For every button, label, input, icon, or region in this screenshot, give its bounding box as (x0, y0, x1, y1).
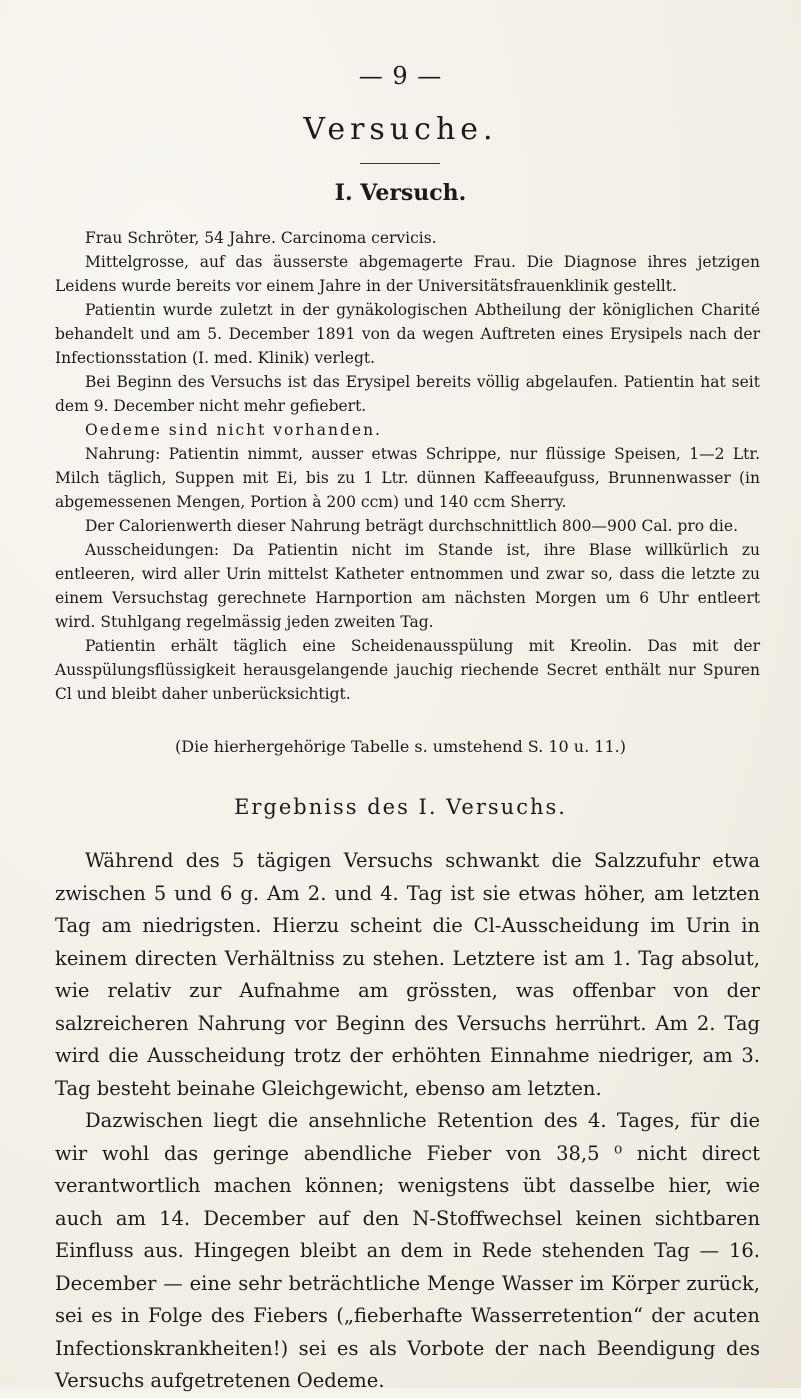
section-title: I. Versuch. (334, 180, 467, 206)
result-paragraph: Während des 5 tägigen Versuchs schwankt die Salzzufuhr etwa zwischen 5 und 6 g. Am 2. und 4. Tag ist sie etwas höher, am letzten Tag am niedrigsten. Hierzu scheint die Cl-Ausscheidung im Urin in keinem directen Verhältniss zu stehen. Letztere ist am 1. Tag absolut, wie relativ zur Aufnahme am grössten, was offenbar von der salzreicheren Nahrung vor Beginn des Versuchs herrührt. Am 2. Tag wird die Ausscheidung trotz der erhöhten Einnahme niedriger, am 3. Tag besteht beinahe Gleichgewicht, ebenso am letzten. (55, 849, 760, 1100)
case-description (55, 226, 760, 706)
table-note: (Die hierhergehörige Tabelle s. umstehend S. 10 u. 11.) (175, 737, 626, 756)
result-text (55, 845, 760, 1398)
case-paragraph: Ausscheidungen: Da Patientin nicht im Stande ist, ihre Blase willkürlich zu entleeren, wird aller Urin mittelst Katheter entnommen und zwar so, dass die letzte zu einem Versuchstag gerechnete Harnportion am nächsten Morgen um 6 Uhr entleert wird. Stuhlgang regelmässig jeden zweiten Tag. (55, 541, 760, 631)
page-number: — 9 — (358, 62, 443, 90)
case-paragraph: Patientin erhält täglich eine Scheidenausspülung mit Kreolin. Das mit der Ausspülungsflüssigkeit herausgelangende jauchig riechende Secret enthält nur Spuren Cl und bleibt daher unberücksichtigt. (55, 637, 760, 703)
case-paragraph: Oedeme sind nicht vorhanden. (85, 421, 382, 439)
page-title: Versuche. (303, 112, 498, 147)
result-title: Ergebniss des I. Versuchs. (234, 795, 567, 819)
divider (360, 163, 440, 164)
case-paragraph: Patientin wurde zuletzt in der gynäkologischen Abtheilung der königlichen Charité behandelt und am 5. December 1891 von da wegen Auftreten eines Erysipels nach der Infectionsstation (I. med. Klinik) verlegt. (55, 301, 760, 367)
case-paragraph: Mittelgrosse, auf das äusserste abgemagerte Frau. Die Diagnose ihres jetzigen Leidens wurde bereits vor einem Jahre in der Universitätsfrauenklinik gestellt. (55, 253, 760, 295)
result-paragraph: Dazwischen liegt die ansehnliche Retention des 4. Tages, für die wir wohl das geringe abendliche Fieber von 38,5 ⁰ nicht direct verantwortlich machen können; wenigstens übt dasselbe hier, wie auch am 14. December auf den N-Stoffwechsel keinen sichtbaren Einfluss aus. Hingegen bleibt an dem in Rede stehenden Tag — 16. December — eine sehr beträchtliche Menge Wasser im Körper zurück, sei es in Folge des Fiebers („fieberhafte Wasserretention“ der acuten Infectionskrankheiten!) sei es als Vorbote der nach Beendigung des Versuchs aufgetretenen Oedeme. (55, 1109, 760, 1392)
case-paragraph: Der Calorienwerth dieser Nahrung beträgt durchschnittlich 800—900 Cal. pro die. (85, 517, 738, 535)
case-paragraph: Frau Schröter, 54 Jahre. Carcinoma cervicis. (85, 229, 437, 247)
case-paragraph: Bei Beginn des Versuchs ist das Erysipel bereits völlig abgelaufen. Patientin hat seit dem 9. December nicht mehr gefiebert. (55, 373, 760, 415)
case-paragraph: Nahrung: Patientin nimmt, ausser etwas Schrippe, nur flüssige Speisen, 1—2 Ltr. Milch täglich, Suppen mit Ei, bis zu 1 Ltr. dünnen Kaffeeaufguss, Brunnenwasser (in abgemessenen Mengen, Portion à 200 ccm) und 140 ccm Sherry. (55, 445, 760, 511)
